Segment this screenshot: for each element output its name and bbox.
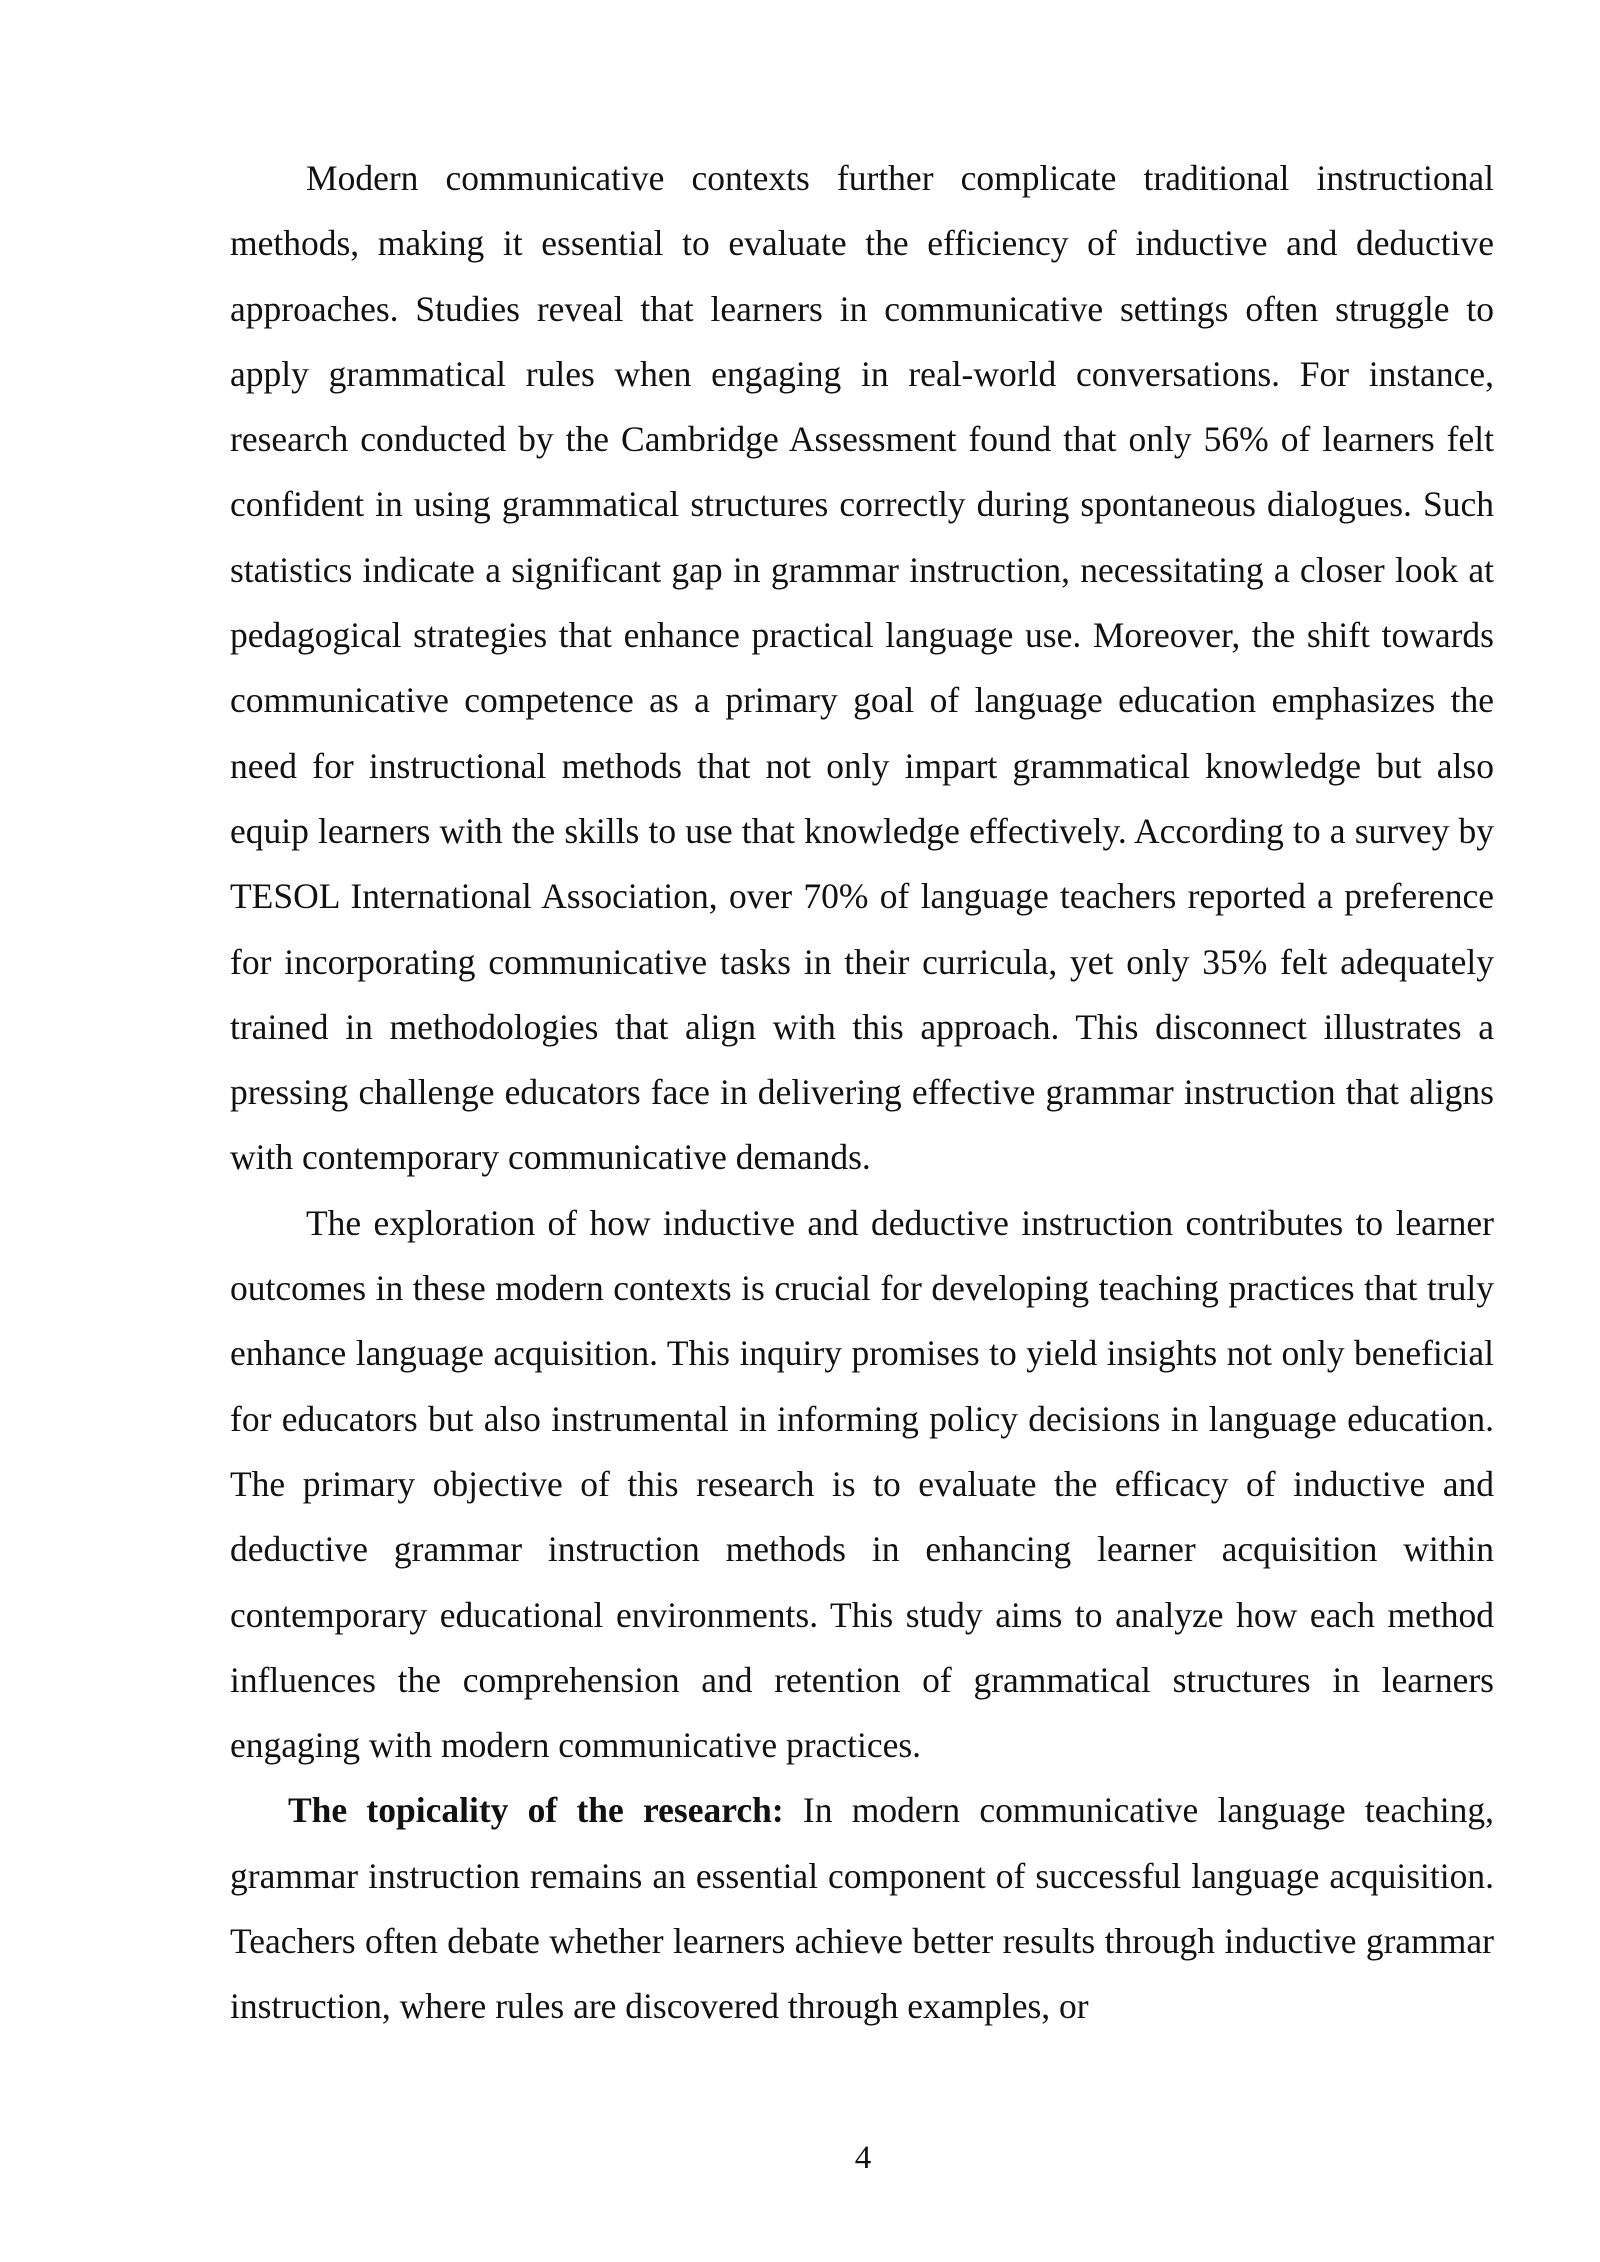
paragraph-text: The exploration of how inductive and deductive instruction contributes to learner outcomes in these modern contexts is crucial for developing teaching practices that truly enhance language acquisition. This inquiry promises to yield insights not only beneficial for educators but also instrumental in informing policy decisions in language education. The primary objective of this research is to evaluate the efficacy of inductive and deductive grammar instruction methods in enhancing learner acquisition within contemporary educational environments. This study aims to analyze how each method influences the comprehension and retention of grammatical structures in learners engaging with modern communicative practices. — [230, 1202, 1494, 1766]
paragraph-text: Modern communicative contexts further complicate traditional instructional methods, making it essential to evaluate the efficiency of inductive and deductive approaches. Studies reveal that learners in communicative settings often struggle to apply grammatical rules when engaging in real-world conversations. For instance, research conducted by the Cambridge Assessment found that only 56% of learners felt confident in using grammatical structures correctly during spontaneous dialogues. Such statistics indicate a significant gap in grammar instruction, necessitating a closer look at pedagogical strategies that enhance practical language use. Moreover, the shift towards communicative competence as a primary goal of language education emphasizes the need for instructional methods that not only impart grammatical knowledge but also equip learners with the skills to use that knowledge effectively. According to a survey by TESOL International Association, over 70% of language teachers reported a preference for incorporating communicative tasks in their curricula, yet only 35% felt adequately trained in methodologies that align with this approach. This disconnect illustrates a pressing challenge educators face in delivering effective grammar instruction that aligns with contemporary communicative demands. — [230, 158, 1494, 1178]
paragraph-topicality — [230, 1778, 1494, 2039]
paragraph-text: In modern communicative language teaching, grammar instruction remains an essential component of successful language acquisition. Teachers often debate whether learners achieve better results through inductive grammar instruction, where rules are discovered through examples, or — [230, 1790, 1495, 2027]
paragraph-communicative-contexts — [230, 146, 1494, 1191]
page-number: 4 — [854, 2140, 872, 2176]
paragraph-exploration — [230, 1191, 1494, 1779]
topicality-heading: The topicality of the research: — [288, 1790, 784, 1831]
body-text — [230, 146, 1494, 2040]
